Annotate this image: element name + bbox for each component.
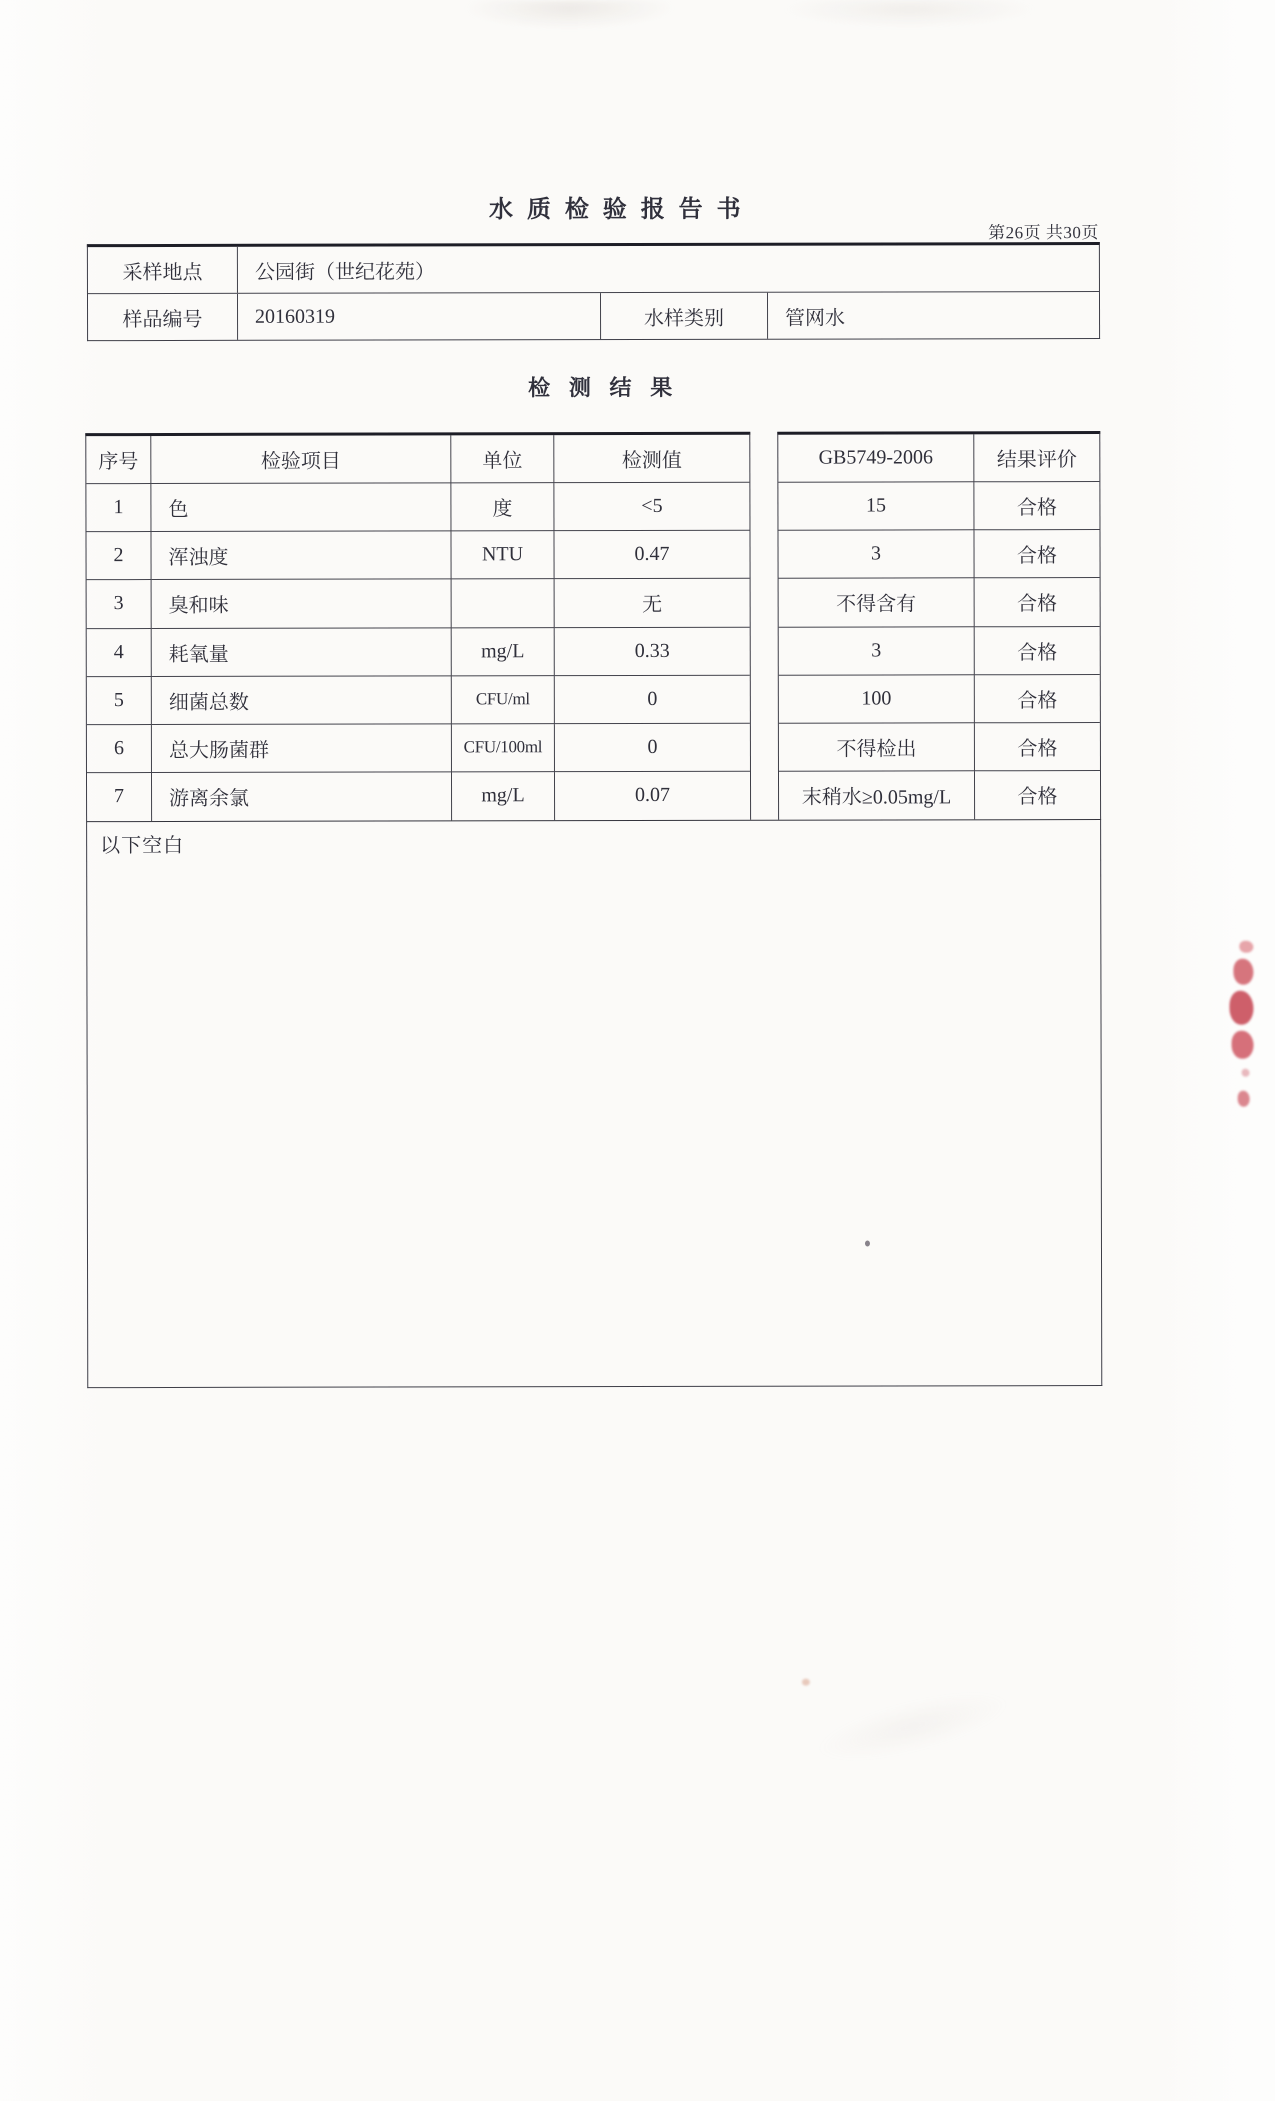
col-header-unit: 单位: [451, 435, 554, 483]
results-table-standard: [777, 431, 1101, 820]
cell-standard: 15: [778, 482, 974, 531]
water-type-value: 管网水: [785, 307, 846, 330]
water-type-label: 水样类别: [601, 293, 768, 339]
cell-no: 1: [86, 484, 151, 532]
results-table-main: [85, 432, 751, 821]
cell-value: 0.33: [555, 627, 750, 676]
cell-standard: 3: [778, 531, 974, 580]
cell-no: 7: [87, 773, 152, 821]
blank-note: 以下空白: [100, 834, 185, 858]
cell-unit: [452, 580, 555, 628]
cell-unit: 度: [451, 483, 554, 531]
sample-no-value: 20160319: [238, 293, 601, 340]
cell-item: 游离余氯: [152, 772, 452, 821]
cell-value: <5: [554, 483, 749, 532]
cell-evaluation: 合格: [975, 675, 1100, 723]
red-stamp-fragment: [1227, 941, 1261, 1111]
cell-item: 色: [151, 484, 451, 533]
cell-standard: 末稍水≥0.05mg/L: [779, 771, 975, 820]
cell-value: 0.07: [635, 784, 671, 807]
cell-no: 2: [86, 532, 151, 580]
cell-evaluation: 合格: [974, 482, 1099, 530]
cell-item: 细菌总数: [152, 676, 452, 725]
cell-unit: CFU/ml: [452, 676, 555, 724]
cell-item: 耗氧量: [152, 628, 452, 677]
col-header-value: 检测值: [554, 435, 749, 484]
scan-smudge-bottom: [754, 1636, 1072, 1816]
cell-standard: 100: [779, 675, 975, 724]
col-header-evaluation: 结果评价: [974, 434, 1099, 482]
cell-item: 浑浊度: [151, 532, 451, 581]
cell-standard: 不得含有: [779, 579, 975, 628]
col-header-standard: GB5749-2006: [778, 434, 974, 483]
sample-no-label: 样品编号: [88, 294, 238, 340]
cell-value: 0: [555, 724, 750, 773]
report-title: 水质检验报告书: [489, 196, 755, 224]
cell-standard: 不得检出: [779, 723, 975, 772]
cell-unit: mg/L: [452, 772, 555, 820]
cell-no: 6: [87, 725, 152, 773]
section-title: 检测结果: [528, 374, 691, 401]
cell-evaluation: 合格: [975, 723, 1100, 771]
page-indicator: 第26页 共30页: [988, 223, 1099, 243]
cell-no: 5: [87, 677, 152, 725]
cell-item: 总大肠菌群: [152, 724, 452, 773]
cell-evaluation: 合格: [1017, 786, 1058, 809]
sampling-location-label: 采样地点: [88, 247, 238, 293]
table-row: [88, 245, 1099, 294]
cell-unit: mg/L: [452, 628, 555, 676]
scan-speck: [802, 1679, 810, 1686]
cell-unit: NTU: [451, 531, 554, 579]
scan-smudge-top: [429, 0, 1109, 48]
sample-info-table: [87, 242, 1100, 341]
cell-value: 0.47: [554, 531, 749, 580]
cell-item: 臭和味: [152, 580, 452, 629]
cell-standard: 3: [779, 627, 975, 676]
cell-evaluation: 合格: [975, 627, 1100, 675]
cell-value: 0: [555, 675, 750, 724]
cell-evaluation: 合格: [975, 578, 1100, 626]
sampling-location-value: 公园街（世纪花苑）: [254, 260, 435, 284]
cell-evaluation: 合格: [974, 530, 1099, 578]
blank-area: [86, 819, 1102, 1388]
scan-speck: [865, 1241, 870, 1247]
table-row: [88, 292, 1099, 340]
col-header-item: 检验项目: [151, 435, 451, 484]
cell-unit: CFU/100ml: [452, 724, 555, 772]
col-header-no: 序号: [86, 436, 151, 484]
cell-no: 4: [87, 629, 152, 677]
cell-no: 3: [87, 580, 152, 628]
cell-value: 无: [555, 579, 750, 628]
